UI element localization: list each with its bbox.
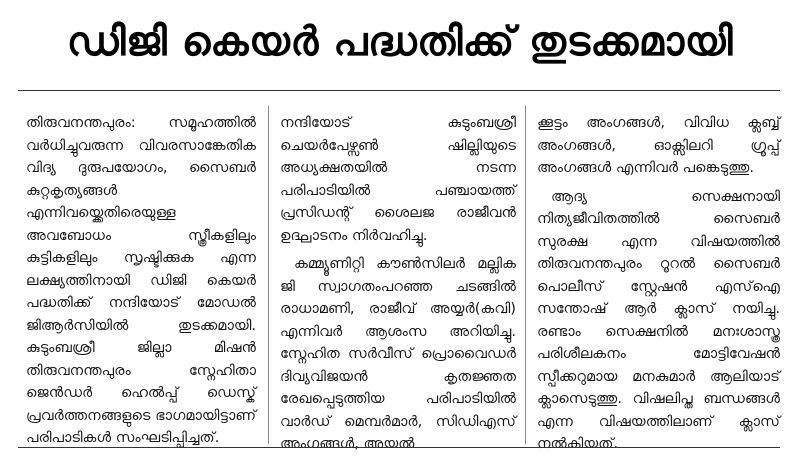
column-separator-2 xyxy=(525,106,526,444)
column-3-paragraph-2: ആദ്യ സെക്ഷനായി നിത്യജീവിതത്തിൽ സൈബർ സുരക്ഷ എന്ന വിഷയത്തിൽ തിരുവനന്തപുരം റൂറൽ സൈബർ പൊലീസ് സ്റ്റേഷൻ എസ്ഐ സന്തോഷ് ആർ ക്ലാസ് നയിച്ചു. രണ്ടാം സെക്ഷനിൽ മനഃശാസ്ത്ര പരിശീലകനം മോട്ടിവേഷൻ സ്പീക്കറുമായ മനകുമാർ ആലിയാട് ക്ലാസെടുത്തു. വിഷലിപ്ത ബന്ധങ്ങൾ എന്ന വിഷയത്തിലാണ് ക്ലാസ് നൽകിയത്. xyxy=(537,187,780,452)
article-column-2 xyxy=(280,112,516,452)
article-column-1 xyxy=(26,112,256,446)
column-1-paragraph-1: തിരുവനന്തപുരം: സമൂഹത്തിൽ വർധിച്ചുവരുന്ന വിവരസാങ്കേതിക വിദ്യ ദുരുപയോഗം, സൈബർ കുറ്റകൃത്യങ്ങൾ എന്നിവയ്ക്കെതിരെയുള്ള അവബോധം സ്ത്രീകളിലും കുട്ടികളിലും സൃഷ്ടിക്കുക എന്ന ലക്ഷ്യത്തിനായി ഡിജി കെയർ പദ്ധതിക്ക് നന്ദിയോട് മോഡൽ ജിആർസിയിൽ തുടക്കമായി. കുടുംബശ്രീ ജില്ലാ മിഷൻ തിരുവനന്തപുരം സ്നേഹിതാ ജെൻഡർ ഹെൽപ്പ് ഡെസ്ക് പ്രവർത്തനങ്ങളുടെ ഭാഗമായിട്ടാണ് പരിപാടികൾ സംഘടിപ്പിച്ചത്. xyxy=(26,114,256,446)
column-3-paragraph-1: ക്കൂട്ടം അംഗങ്ങൾ, വിവിധ ക്ലബ്ബ് അംഗങ്ങൾ, ഓക്സിലറി ഗ്രൂപ്പ് അംഗങ്ങൾ എന്നിവർ പങ്കെടുത്തു. xyxy=(537,114,780,176)
article-column-3 xyxy=(537,112,780,452)
column-2-paragraph-2: കമ്മ്യൂണിറ്റി കൗൺസിലർ മല്ലിക ജി സ്വാഗതംപറഞ്ഞ ചടങ്ങിൽ രാധാമണി, രാജീവ് അയ്യർ(കവി) എന്നിവർ ആശംസ അറിയിച്ചു. സ്നേഹിത സർവീസ് പ്രൊവൈഡർ ദിവ്യവിജയൻ കൃതജ്ഞത രേഖപ്പെടുത്തിയ പരിപാടിയിൽ വാർഡ് മെമ്പർമാർ, സിഡിഎസ് അംഗങ്ങൾ, അയൽ xyxy=(280,255,516,452)
bottom-rule xyxy=(18,447,780,448)
column-2-paragraph-1: നന്ദിയോട് കുടുംബശ്രീ ചെയർപേഴ്സൺ ഷില്ലിയുടെ അധ്യക്ഷതയിൽ നടന്ന പരിപാടിയിൽ പഞ്ചായത്ത് പ്രസിഡന്റ് ശൈലജ രാജീവൻ ഉദ്ഘാടനം നിർവഹിച്ചു. xyxy=(280,114,516,244)
headline: ഡിജി കെയർ പദ്ധതിക്ക് തുടക്കമായി xyxy=(66,19,734,65)
top-rule xyxy=(18,90,780,91)
column-separator-1 xyxy=(268,106,269,444)
